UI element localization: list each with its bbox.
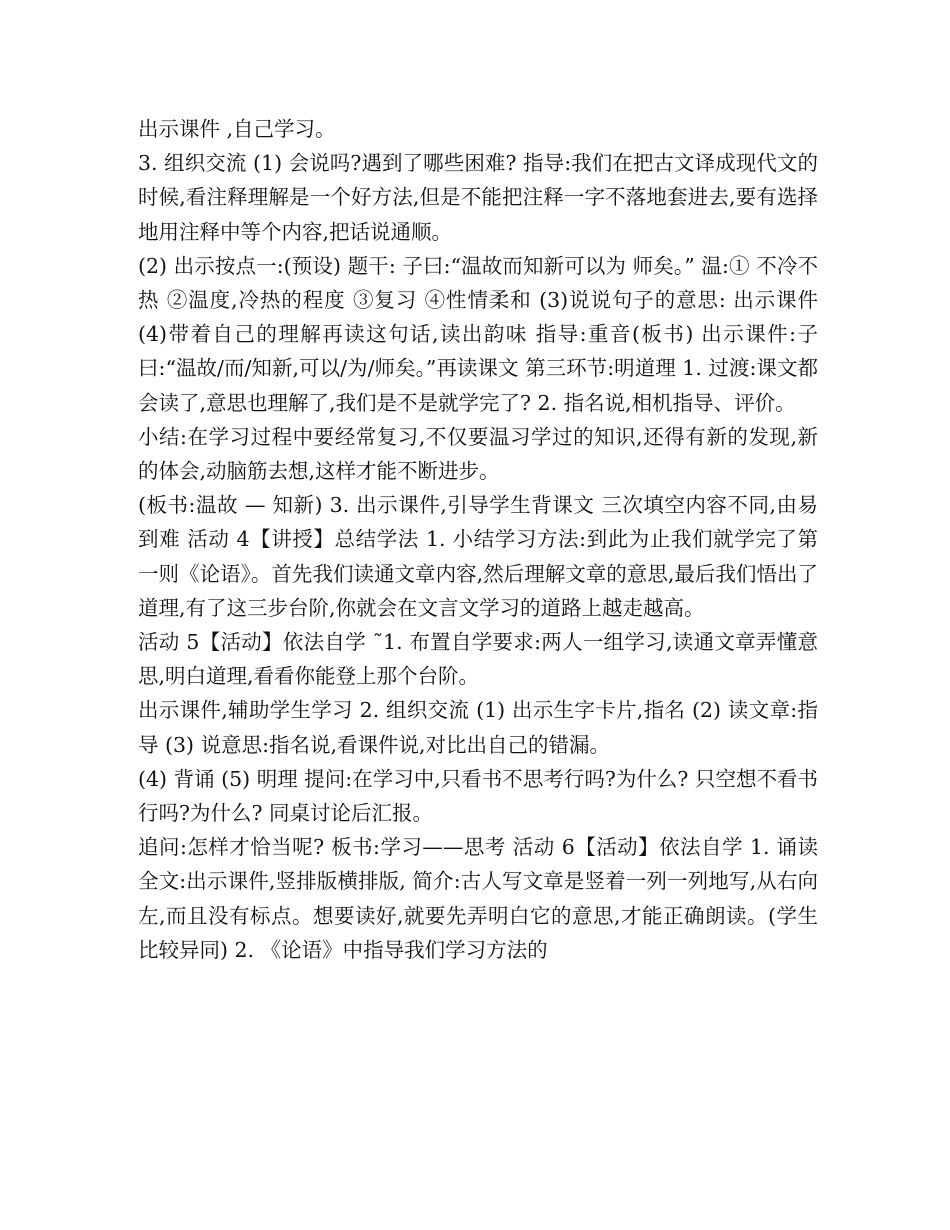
paragraph-5: (板书:温故 — 知新) 3. 出示课件,引导学生背课文 三次填空内容不同,由易到难 活动 4【讲授】总结学法 1. 小结学习方法:到此为止我们就学完了第一则《论语》。首先我们读通文章内容,然后理解文章的意思,最后我们悟出了道理,有了这三步台阶,你就会在文言文学习的道路上越走越高。 (138, 493, 818, 620)
paragraph-2: 3. 组织交流 (1) 会说吗?遇到了哪些困难? 指导:我们在把古文译成现代文的时候,看注释理解是一个好方法,但是不能把注释一字不落地套进去,要有选择地用注释中等个内容,把话说通顺。 (138, 151, 818, 244)
paragraph-3: (2) 出示按点一:(预设) 题干: 子曰:“温故而知新可以为 师矣。” 温:① 不冷不热 ②温度,冷热的程度 ③复习 ④性情柔和 (3)说说句子的意思: 出示课件 (4)带着自己的理解再读这句话,读出韵味 指导:重音(板书) 出示课件:子曰:“温故/而/知新,可以/为/师矣。”再读课文 第三环节:明道理 1. 过渡:课文都会读了,意思也理解了,我们是不是就学完了? 2. 指名说,相机指导、评价。 (138, 253, 818, 415)
paragraph-1: 出示课件 ,自己学习。 (138, 117, 336, 141)
paragraph-8: (4) 背诵 (5) 明理 提问:在学习中,只看书不思考行吗?为什么? 只空想不看书行吗?为什么? 同桌讨论后汇报。 (138, 766, 818, 826)
document-body (138, 112, 818, 967)
paragraph-9: 追问:怎样才恰当呢? 板书:学习——思考 活动 6【活动】依法自学 1. 诵读全文:出示课件,竖排版横排版, 简介:古人写文章是竖着一列一列地写,从右向左,而且没有标点。想要读好,就要先弄明白它的意思,才能正确朗读。(学生比较异同) 2. 《论语》中指导我们学习方法的 (138, 835, 818, 962)
paragraph-6: 活动 5【活动】依法自学 ˜1. 布置自学要求:两人一组学习,读通文章弄懂意思,明白道理,看看你能登上那个台阶。 (138, 630, 818, 689)
paragraph-4: 小结:在学习过程中要经常复习,不仅要温习学过的知识,还得有新的发现,新的体会,动脑筋去想,这样才能不断进步。 (138, 424, 818, 484)
paragraph-7: 出示课件,辅助学生学习 2. 组织交流 (1) 出示生字卡片,指名 (2) 读文章:指导 (3) 说意思:指名说,看课件说,对比出自己的错漏。 (138, 698, 818, 757)
